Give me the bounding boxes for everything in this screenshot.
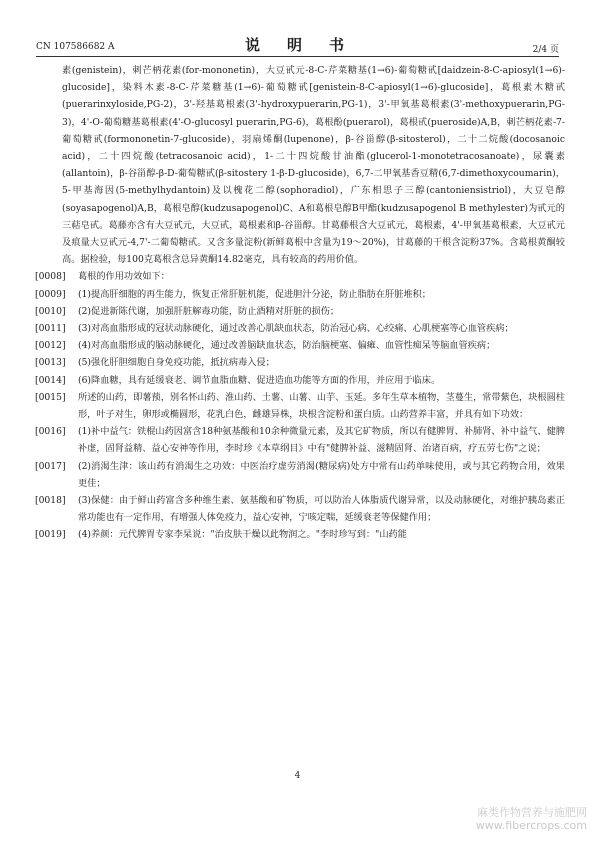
watermark-url: www.fibercrops.com xyxy=(475,819,587,832)
paragraph-list xyxy=(35,268,565,543)
numbered-paragraph xyxy=(35,423,565,457)
paragraph-text: (4)养颜：元代脾胃专家李杲说："治皮肤干燥以此物润之。"李时珍写到："山药能 xyxy=(78,529,407,541)
paragraph-number: [0013] xyxy=(35,357,66,369)
paragraph-number: [0016] xyxy=(35,426,66,438)
numbered-paragraph xyxy=(35,337,565,354)
numbered-paragraph xyxy=(35,320,565,337)
paragraph-text: (6)降血糖，具有延缓衰老、调节血脂血糖、促进造血功能等方面的作用，并应用于临床。 xyxy=(78,374,441,386)
numbered-paragraph xyxy=(35,458,565,492)
page-header xyxy=(36,30,559,57)
watermark-site-name: 麻类作物营养与施肥网 xyxy=(477,806,587,819)
numbered-paragraph xyxy=(35,303,565,320)
document-title: 说 明 书 xyxy=(244,36,350,54)
paragraph-text: (1)提高肝细胞的再生能力，恢复正常肝脏机能，促进胆汁分泌，防止脂肪在肝脏堆积； xyxy=(78,288,431,300)
numbered-paragraph xyxy=(35,354,565,371)
paragraph-text: (3)保健：由于鲜山药富含多种维生素、氨基酸和矿物质，可以防治人体脂质代谢异常，以及动脉硬化，对维护胰岛素正常功能也有一定作用，有增强人体免疫力，益心安神，宁咳定喘，延缓衰老等保健作用； xyxy=(78,495,565,524)
paragraph-number: [0019] xyxy=(35,529,66,541)
paragraph-number: [0017] xyxy=(35,460,66,472)
page-number: 4 xyxy=(294,771,301,781)
paragraph-text: (5)强化肝胆细胞自身免疫功能，抵抗病毒入侵； xyxy=(78,357,275,369)
paragraph-number: [0018] xyxy=(35,495,66,507)
numbered-paragraph xyxy=(35,372,565,389)
document-body xyxy=(35,62,565,544)
paragraph-text: (2)促进新陈代谢，加强肝脏解毒功能，防止酒精对肝脏的损伤； xyxy=(78,305,340,317)
intro-paragraph: 素(genistein)，刺芒柄花素(for-mononetin)，大豆甙元-8-C-芹菜糖基(1→6)-葡萄糖甙[daidzein-8-C-apiosyl(1→6)-glucoside]，染料木素-8-C-芹菜糖基(1→6)-葡萄糖甙[genistein-8-C-apiosyl(1→6)-glucoside]，葛根素木糖甙(puerarinxyloside,PG-2)，3'-羟基葛根素(3'-hydroxypuerarin,PG-1)，3'-甲氧基葛根素(3'-methoxypuerarin,PG-3)，4'-O-葡萄糖基葛根素(4'-O-glucosyl puerarin,PG-6)，葛根酚(puerarol)，葛根甙(pueroside)A,B，刺芒柄花素-7-葡萄糖甙(formononetin-7-glucoside)，羽扇烯酮(lupenone)，β-谷甾醇(β-sitosterol)，二十二烷酸(docosanoic acid)，二十四烷酸(tetracosanoic acid)，1-二十四烷酸甘油酯(glucerol-1-monotetracosanoate)，尿囊素(allantoin)，β-谷甾醇-β-D-葡萄糖甙(β-sitostery 1-β-D-glucoside)，6,7-二甲氧基香豆精(6,7-dimethoxycoumarin)，5-甲基海因(5-methylhydantoin)及以槐花二醇(sophoradiol)，广东相思子三醇(cantoniensistriol)，大豆皂醇(soyasapogenol)A,B，葛根皂醇(kudzusapogenol)C、A和葛根皂醇B甲酯(kudzusapogenol B methylester)为甙元的三萜皂甙。葛藤亦含有大豆甙元，大豆甙，葛根素和β-谷甾醇。甘葛藤根含大豆甙元，葛根素，4'-甲氧基葛根素，大豆甙元及痕量大豆甙元-4,7'-二葡萄糖甙。又含多量淀粉(新鲜葛根中含量为19～20%)，甘葛藤的干根含淀粉37%。含葛根黄酮较高。据检验，每100克葛根含总异黄酮14.82毫克，具有较高的药用价值。 xyxy=(62,65,565,266)
watermark xyxy=(476,806,587,832)
paragraph-number: [0015] xyxy=(35,391,66,403)
paragraph-text: (2)消渴生津：该山药有消渴生之功效：中医治疗虚劳消渴(糖尿病)处方中常有山药单味使用，或与其它药物合用，效果更佳； xyxy=(78,460,565,489)
paragraph-text: 葛根的作用功效如下： xyxy=(78,271,170,283)
numbered-paragraph xyxy=(35,389,565,423)
paragraph-number: [0010] xyxy=(35,305,66,317)
page-info: 2/4 页 xyxy=(532,45,559,55)
paragraph-number: [0009] xyxy=(35,288,66,300)
numbered-paragraph xyxy=(35,492,565,526)
paragraph-number: [0008] xyxy=(35,271,66,283)
numbered-paragraph xyxy=(35,526,565,543)
paragraph-text: (4)对高血脂形成的脑动脉硬化，通过改善脑缺血状态，防治脑梗塞、偏瘫、血管性痴呆等脑血管疾病； xyxy=(78,340,496,352)
paragraph-number: [0012] xyxy=(35,340,66,352)
paragraph-number: [0014] xyxy=(35,374,66,386)
numbered-paragraph xyxy=(35,286,565,303)
paragraph-text: 所述的山药，即薯蓣，别名怀山药、淮山药、土薯、山薯、山芋、玉延。多年生草本植物，茎蔓生，常带紫色，块根圆柱形，叶子对生，卵形或椭圆形，花乳白色，雌雄异株，块根含淀粉和蛋白质。山药营养丰富，并具有如下功效： xyxy=(78,391,565,421)
numbered-paragraph xyxy=(35,268,565,285)
paragraph-number: [0011] xyxy=(35,323,66,335)
paragraph-text: (3)对高血脂形成的冠状动脉硬化，通过改善心肌缺血状态，防治冠心病、心绞痛、心肌梗塞等心血管疾病； xyxy=(78,323,514,335)
paragraph-text: (1)补中益气：铁棍山药因富含18种氨基酸和10余种微量元素，及其它矿物质，所以有健脾胃、补肺肾、补中益气、健脾补虚，固肾益精、益心安神等作用，李时珍《本草纲目》中有"健脾补益、滋精固肾、治诸百病，疗五劳七伤"之说； xyxy=(78,426,565,455)
patent-number: CN 107586682 A xyxy=(36,42,115,52)
